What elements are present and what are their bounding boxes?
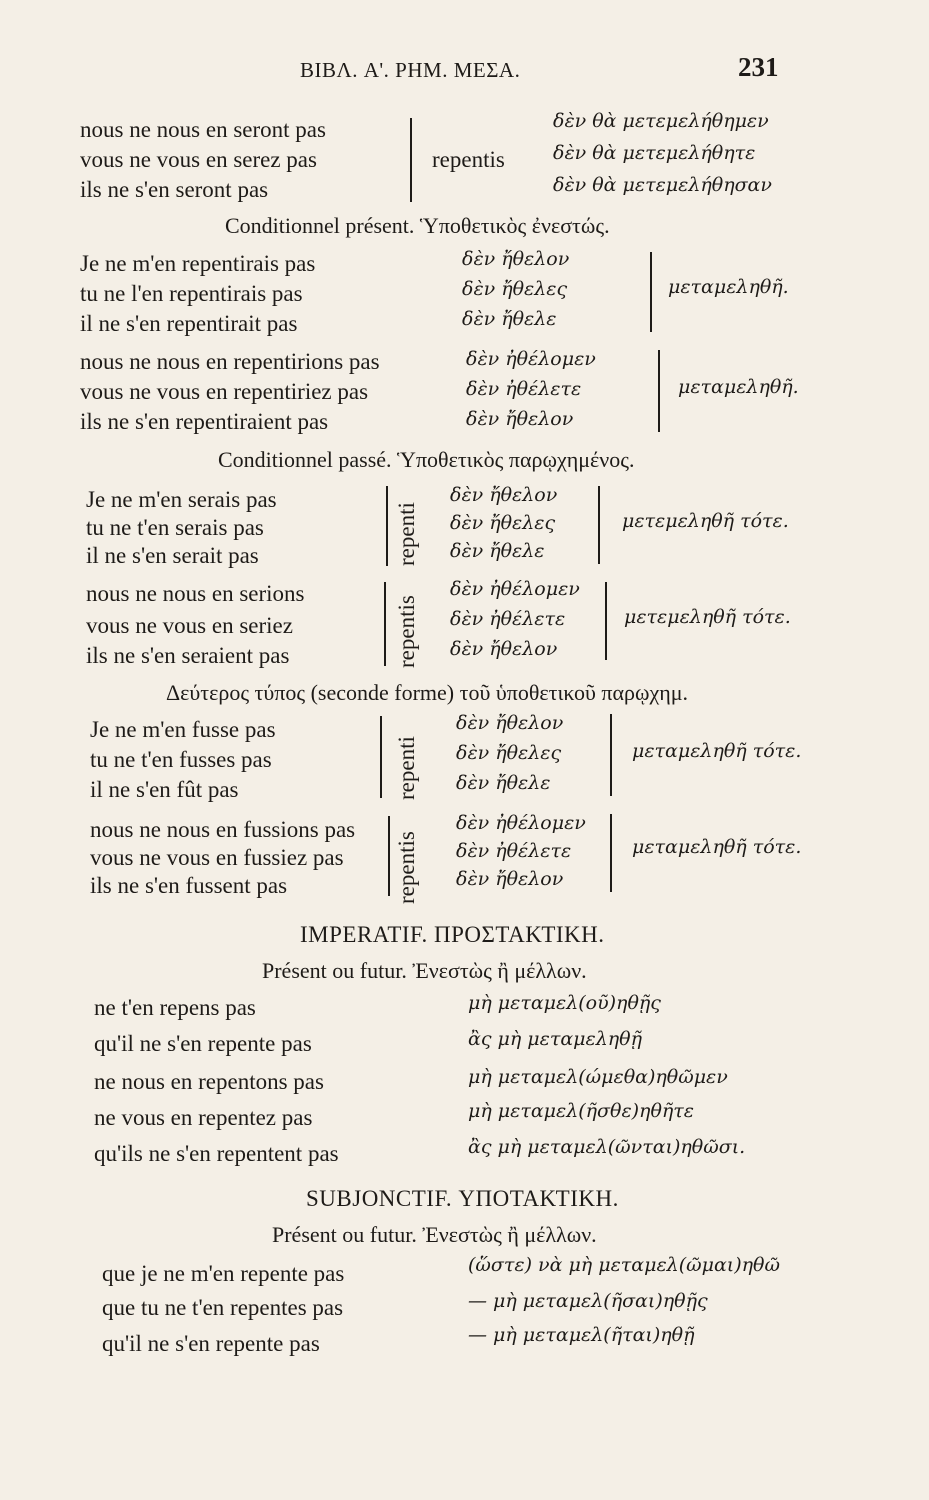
french-line: ils ne s'en seront pas [80,177,269,202]
section-heading: Conditionnel passé. Ὑποθετικὸς παρῳχημένος. [218,447,635,472]
section-title: IMPERATIF. ΠΡΟΣΤΑΚΤΙΚΗ. [300,922,605,947]
french-line: Je ne m'en fusse pas [90,717,276,742]
french-line: Je ne m'en serais pas [86,487,277,512]
french-line: que tu ne t'en repentes pas [102,1295,344,1320]
brace [378,486,388,566]
greek-line: δὲν ἠθέλομεν [456,812,586,834]
greek-line: ἂς μὴ μεταμεληθῇ [468,1028,642,1050]
greek-line: μὴ μεταμελ(ώμεθα)ηθῶμεν [468,1066,728,1088]
greek-line: δὲν ἤθελε [462,308,557,330]
greek-line: δὲν θὰ μετεμελήθημεν [553,110,769,132]
section-heading: Conditionnel présent. Ὑποθετικὸς ἐνεστώς. [225,213,610,238]
participle: repentis [432,147,505,172]
brace [400,118,412,202]
vertical-participle: repenti [394,502,419,566]
french-line: nous ne nous en fussions pas [90,817,356,842]
brace [640,252,652,332]
greek-line: δὲν ἤθελον [456,712,564,734]
vertical-participle: repenti [394,736,419,800]
greek-line: δὲν ἠθέλετε [450,608,566,630]
french-line: Je ne m'en repentirais pas [80,251,316,276]
brace [610,714,612,796]
greek-verb: μετεμεληθῆ τότε. [624,606,791,628]
greek-line: — μὴ μεταμελ(ῆσαι)ηθῇς [468,1290,708,1312]
greek-verb: μεταμεληθῆ. [668,276,789,298]
greek-verb: μεταμεληθῆ τότε. [632,836,802,858]
french-line: ne t'en repens pas [94,995,256,1020]
greek-line: δὲν ἤθελες [450,512,556,534]
french-line: qu'ils ne s'en repentent pas [94,1141,339,1166]
french-line: nous ne nous en seront pas [80,117,326,142]
brace [648,350,660,432]
french-line: vous ne vous en repentiriez pas [80,379,369,404]
greek-line: δὲν ἤθελες [462,278,568,300]
page-number: 231 [738,52,779,82]
greek-verb: μετεμεληθῆ τότε. [622,510,789,532]
greek-line: δὲν ἤθελον [466,408,574,430]
french-line: ne vous en repentez pas [94,1105,313,1130]
greek-line: μὴ μεταμελ(οῦ)ηθῇς [468,992,661,1014]
greek-line: δὲν ἠθέλετε [456,840,572,862]
french-line: nous ne nous en repentirions pas [80,349,380,374]
french-line: ils ne s'en repentiraient pas [80,409,329,434]
brace [588,486,600,564]
greek-line: — μὴ μεταμελ(ῆται)ηθῇ [468,1324,695,1346]
brace [380,816,390,896]
french-line: qu'il ne s'en repente pas [102,1331,320,1356]
greek-verb: μεταμεληθῆ τότε. [632,740,802,762]
french-line: vous ne vous en serez pas [80,147,317,172]
greek-line: (ὥστε) νὰ μὴ μεταμελ(ῶμαι)ηθῶ [468,1254,780,1276]
french-line: tu ne t'en serais pas [86,515,264,540]
greek-line: δὲν ἤθελον [456,868,564,890]
greek-line: δὲν ἤθελον [462,248,570,270]
french-line: ne nous en repentons pas [94,1069,324,1094]
brace [605,582,607,660]
greek-line: δὲν ἤθελες [456,742,562,764]
vertical-participle: repentis [394,831,419,904]
french-line: ils ne s'en fussent pas [90,873,288,898]
greek-line: δὲν ἠθέλομεν [466,348,596,370]
brace [610,814,612,892]
greek-line: δὲν ἤθελον [450,484,558,506]
french-line: ils ne s'en seraient pas [86,643,290,668]
greek-line: δὲν ἤθελε [450,540,545,562]
greek-line: δὲν ἤθελον [450,638,558,660]
french-line: nous ne nous en serions [86,581,305,606]
french-line: vous ne vous en fussiez pas [90,845,344,870]
greek-verb: μεταμεληθῆ. [678,376,799,398]
greek-line: δὲν θὰ μετεμελήθητε [553,142,756,164]
greek-line: ἂς μὴ μεταμελ(ῶνται)ηθῶσι. [468,1136,746,1158]
french-line: que je ne m'en repente pas [102,1261,345,1286]
greek-line: μὴ μεταμελ(ῆσθε)ηθῆτε [468,1100,694,1122]
french-line: qu'il ne s'en repente pas [94,1031,312,1056]
brace [372,716,382,798]
brace [376,582,386,666]
greek-line: δὲν ἠθέλετε [466,378,582,400]
section-subtitle: Présent ou futur. Ἐνεστὼς ἢ μέλλων. [262,958,587,983]
greek-line: δὲν θὰ μετεμελήθησαν [553,174,772,196]
french-line: il ne s'en fût pas [90,777,239,802]
running-header: BIBΛ. A'. PHM. MEΣA. [300,58,521,82]
french-line: vous ne vous en seriez [86,613,293,638]
section-subtitle: Présent ou futur. Ἐνεστὼς ἢ μέλλων. [272,1222,597,1247]
french-line: il ne s'en serait pas [86,543,259,568]
french-line: tu ne l'en repentirais pas [80,281,303,306]
french-line: tu ne t'en fusses pas [90,747,272,772]
french-line: il ne s'en repentirait pas [80,311,298,336]
greek-line: δὲν ἠθέλομεν [450,578,580,600]
section-title: SUBJONCTIF. ΥΠΟΤΑΚΤΙΚΗ. [306,1186,619,1211]
section-heading: Δεύτερος τύπος (seconde forme) τοῦ ὑποθετικοῦ παρῳχημ. [166,680,689,705]
vertical-participle: repentis [394,595,419,668]
greek-line: δὲν ἤθελε [456,772,551,794]
